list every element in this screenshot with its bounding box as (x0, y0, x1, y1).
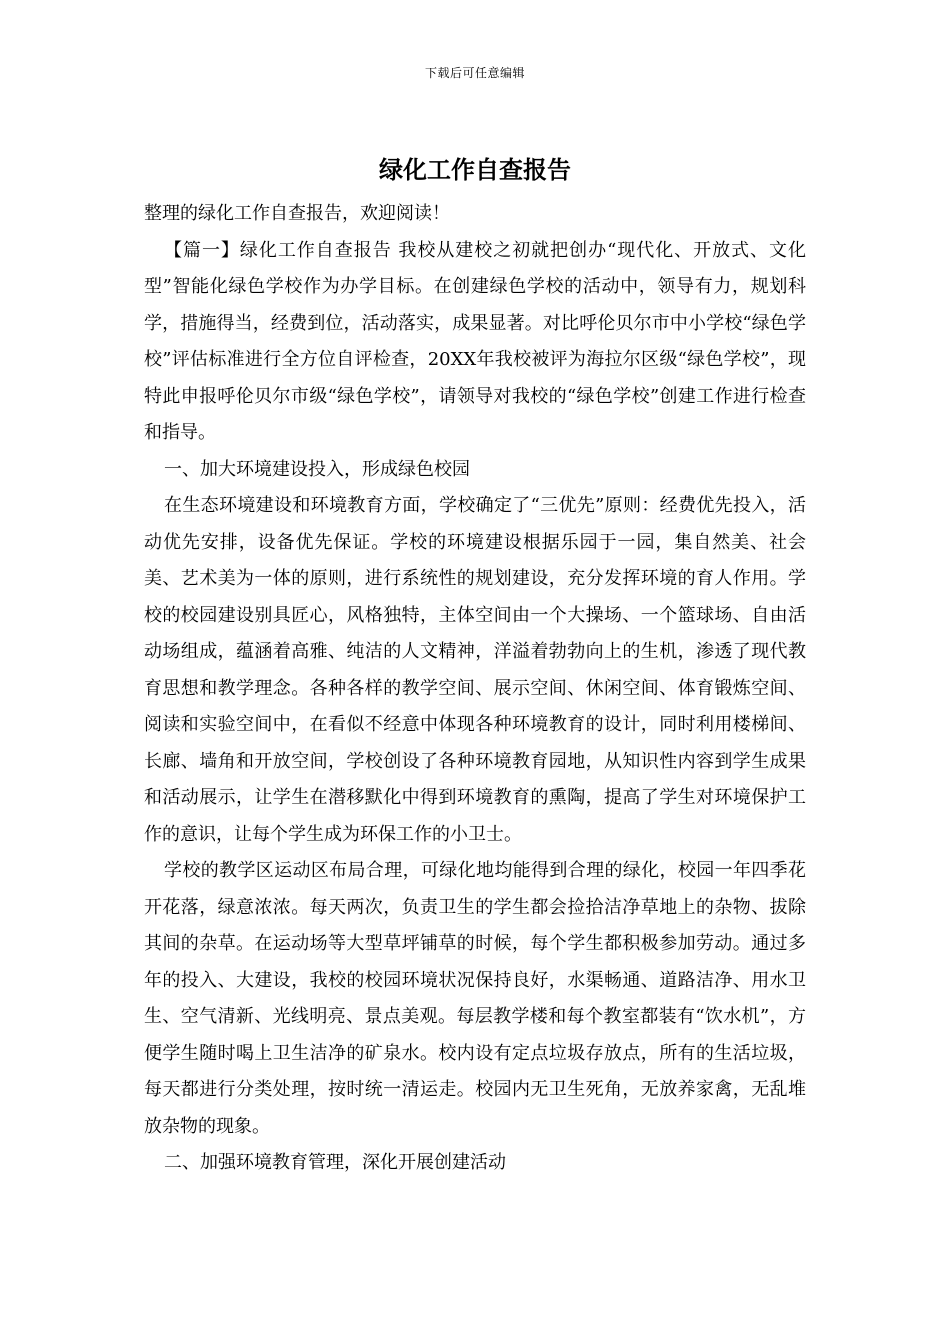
body-paragraph-section-1-intro: 【篇一】绿化工作自查报告 我校从建校之初就把创办“现代化、开放式、文化型”智能化绿色学校作为办学目标。在创建绿色学校的活动中，领导有力，规划科学，措施得当，经费到位，活动落实，成果显著。对比呼伦贝尔市中小学校“绿色学校”评估标准进行全方位自评检查，20XX年我校被评为海拉尔区级“绿色学校”，现特此申报呼伦贝尔市级“绿色学校”，请领导对我校的“绿色学校”创建工作进行检查和指导。 (144, 239, 806, 443)
page-header-note: 下载后可任意编辑 (424, 66, 525, 80)
section-heading-1: 一、加大环境建设投入，形成绿色校园 (164, 458, 470, 480)
intro-paragraph: 整理的绿化工作自查报告，欢迎阅读！ (144, 203, 450, 224)
body-paragraph-campus: 学校的教学区运动区布局合理，可绿化地均能得到合理的绿化，校园一年四季花开花落，绿意浓浓。每天两次，负责卫生的学生都会捡拾洁净草地上的杂物、拔除其间的杂草。在运动场等大型草坪铺草的时候，每个学生都积极参加劳动。通过多年的投入、大建设，我校的校园环境状况保持良好，水渠畅通、道路洁净、用水卫生、空气清新、光线明亮、景点美观。每层教学楼和每个教室都装有“饮水机”，方便学生随时喝上卫生洁净的矿泉水。校内设有定点垃圾存放点，所有的生活垃圾，每天都进行分类处理，按时统一清运走。校园内无卫生死角，无放养家禽，无乱堆放杂物的现象。 (144, 860, 806, 1137)
body-paragraph-environment: 在生态环境建设和环境教育方面，学校确定了“三优先”原则：经费优先投入，活动优先安排，设备优先保证。学校的环境建设根据乐园于一园，集自然美、社会美、艺术美为一体的原则，进行系统性的规划建设，充分发挥环境的育人作用。学校的校园建设别具匠心，风格独特，主体空间由一个大操场、一个篮球场、自由活动场组成，蕴涵着高雅、纯洁的人文精神，洋溢着勃勃向上的生机，渗透了现代教育思想和教学理念。各种各样的教学空间、展示空间、休闲空间、体育锻炼空间、阅读和实验空间中，在看似不经意中体现各种环境教育的设计，同时利用楼梯间、长廊、墙角和开放空间，学校创设了各种环境教育园地，从知识性内容到学生成果和活动展示，让学生在潜移默化中得到环境教育的熏陶，提高了学生对环境保护工作的意识，让每个学生成为环保工作的小卫士。 (144, 495, 806, 845)
section-heading-2: 二、加强环境教育管理，深化开展创建活动 (164, 1152, 506, 1173)
document-title: 绿化工作自查报告 (379, 155, 571, 184)
document-body (144, 196, 806, 1182)
